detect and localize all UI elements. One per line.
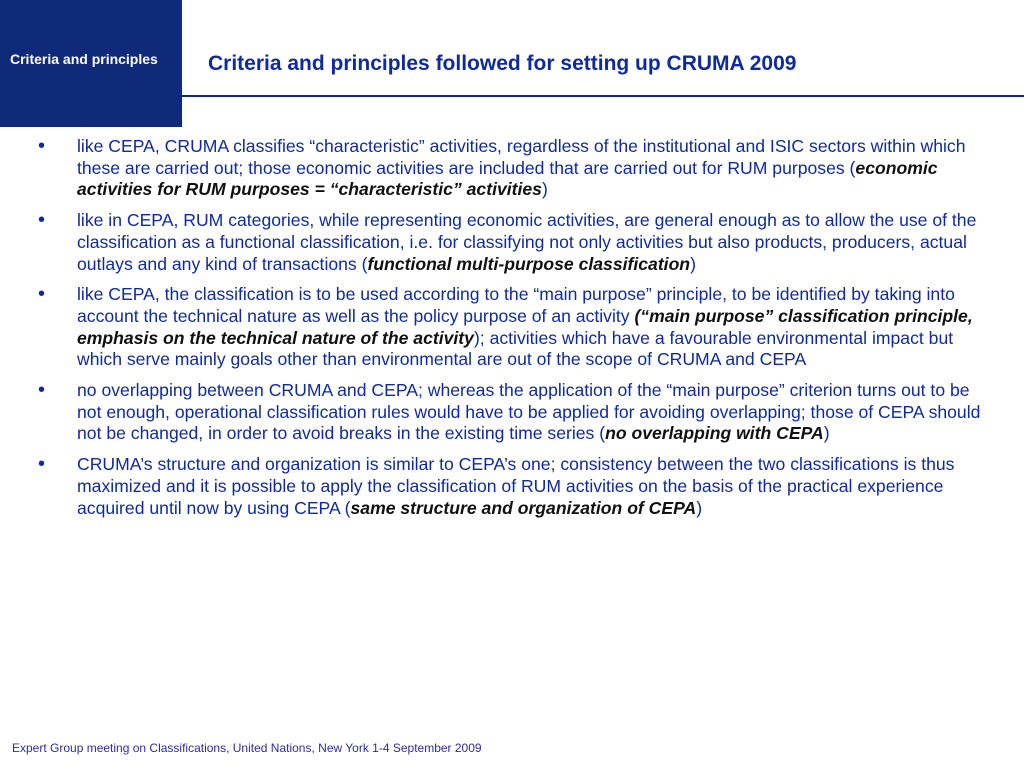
bullet-emphasis: no overlapping with CEPA bbox=[605, 423, 824, 444]
bullet-text-end: ) bbox=[541, 179, 548, 200]
section-label: Criteria and principles bbox=[10, 51, 158, 67]
section-label-box bbox=[0, 0, 182, 127]
bullet-text: like CEPA, the classification is to be used according to the “main purpose” principle, to be identified by taking into account the technical nature as well as the policy purpose of an activity bbox=[77, 284, 955, 326]
bullet-text-end: ); activities which have a favourable environmental impact but which serve mainly goals other than environmental are out of the scope of CRUMA and CEPA bbox=[77, 327, 954, 370]
bullet-dot-icon: • bbox=[38, 453, 46, 476]
bullet-item-1 bbox=[34, 136, 994, 201]
bullet-item-2 bbox=[34, 210, 994, 275]
bullet-dot-icon: • bbox=[38, 379, 46, 402]
bullet-text: like in CEPA, RUM categories, while representing economic activities, are general enough as to allow the use of the classification as a functional classification, i.e. for classifying not only activities but also products, producers, actual outlays and any kind of transactions ( bbox=[77, 210, 977, 274]
bullet-dot-icon: • bbox=[38, 135, 46, 157]
title-divider bbox=[182, 95, 1024, 97]
bullet-text-end: ) bbox=[690, 253, 696, 274]
bullet-text: like CEPA, CRUMA classifies “characteristic” activities, regardless of the institutional and ISIC sectors within which these are carried out; those economic activities are included that are carried out for RUM purposes ( bbox=[77, 136, 966, 178]
bullet-text-end: ) bbox=[823, 423, 830, 444]
bullet-emphasis: economic activities for RUM purposes = “characteristic” activities bbox=[77, 157, 938, 200]
bullet-text: no overlapping between CRUMA and CEPA; whereas the application of the “main purpose” criterion turns out to be not enough, operational classification rules would have to be applied for avoiding overlapping; those of CEPA should not be changed, in order to avoid breaks in the existing time series ( bbox=[77, 380, 981, 444]
bullet-item-3 bbox=[34, 284, 994, 371]
footer-text: Expert Group meeting on Classifications, United Nations, New York 1-4 September 2009 bbox=[12, 741, 482, 755]
bullet-text: CRUMA’s structure and organization is similar to CEPA’s one; consistency between the two classifications is thus maximized and it is possible to apply the classification of RUM activities on the basis of the practical experience acquired until now by using CEPA ( bbox=[77, 454, 955, 518]
bullet-dot-icon: • bbox=[38, 283, 46, 306]
bullet-emphasis: (“main purpose” classification principle, emphasis on the technical nature of the activity bbox=[77, 305, 973, 348]
bullet-item-4 bbox=[34, 380, 994, 445]
bullet-text-end: ) bbox=[696, 497, 703, 518]
bullet-item-5 bbox=[34, 454, 994, 519]
bullet-dot-icon: • bbox=[38, 209, 46, 232]
bullet-list bbox=[34, 136, 994, 528]
bullet-emphasis: same structure and organization of CEPA bbox=[350, 497, 697, 518]
slide-title: Criteria and principles followed for setting up CRUMA 2009 bbox=[208, 52, 797, 75]
bullet-emphasis: functional multi-purpose classification bbox=[367, 253, 691, 274]
